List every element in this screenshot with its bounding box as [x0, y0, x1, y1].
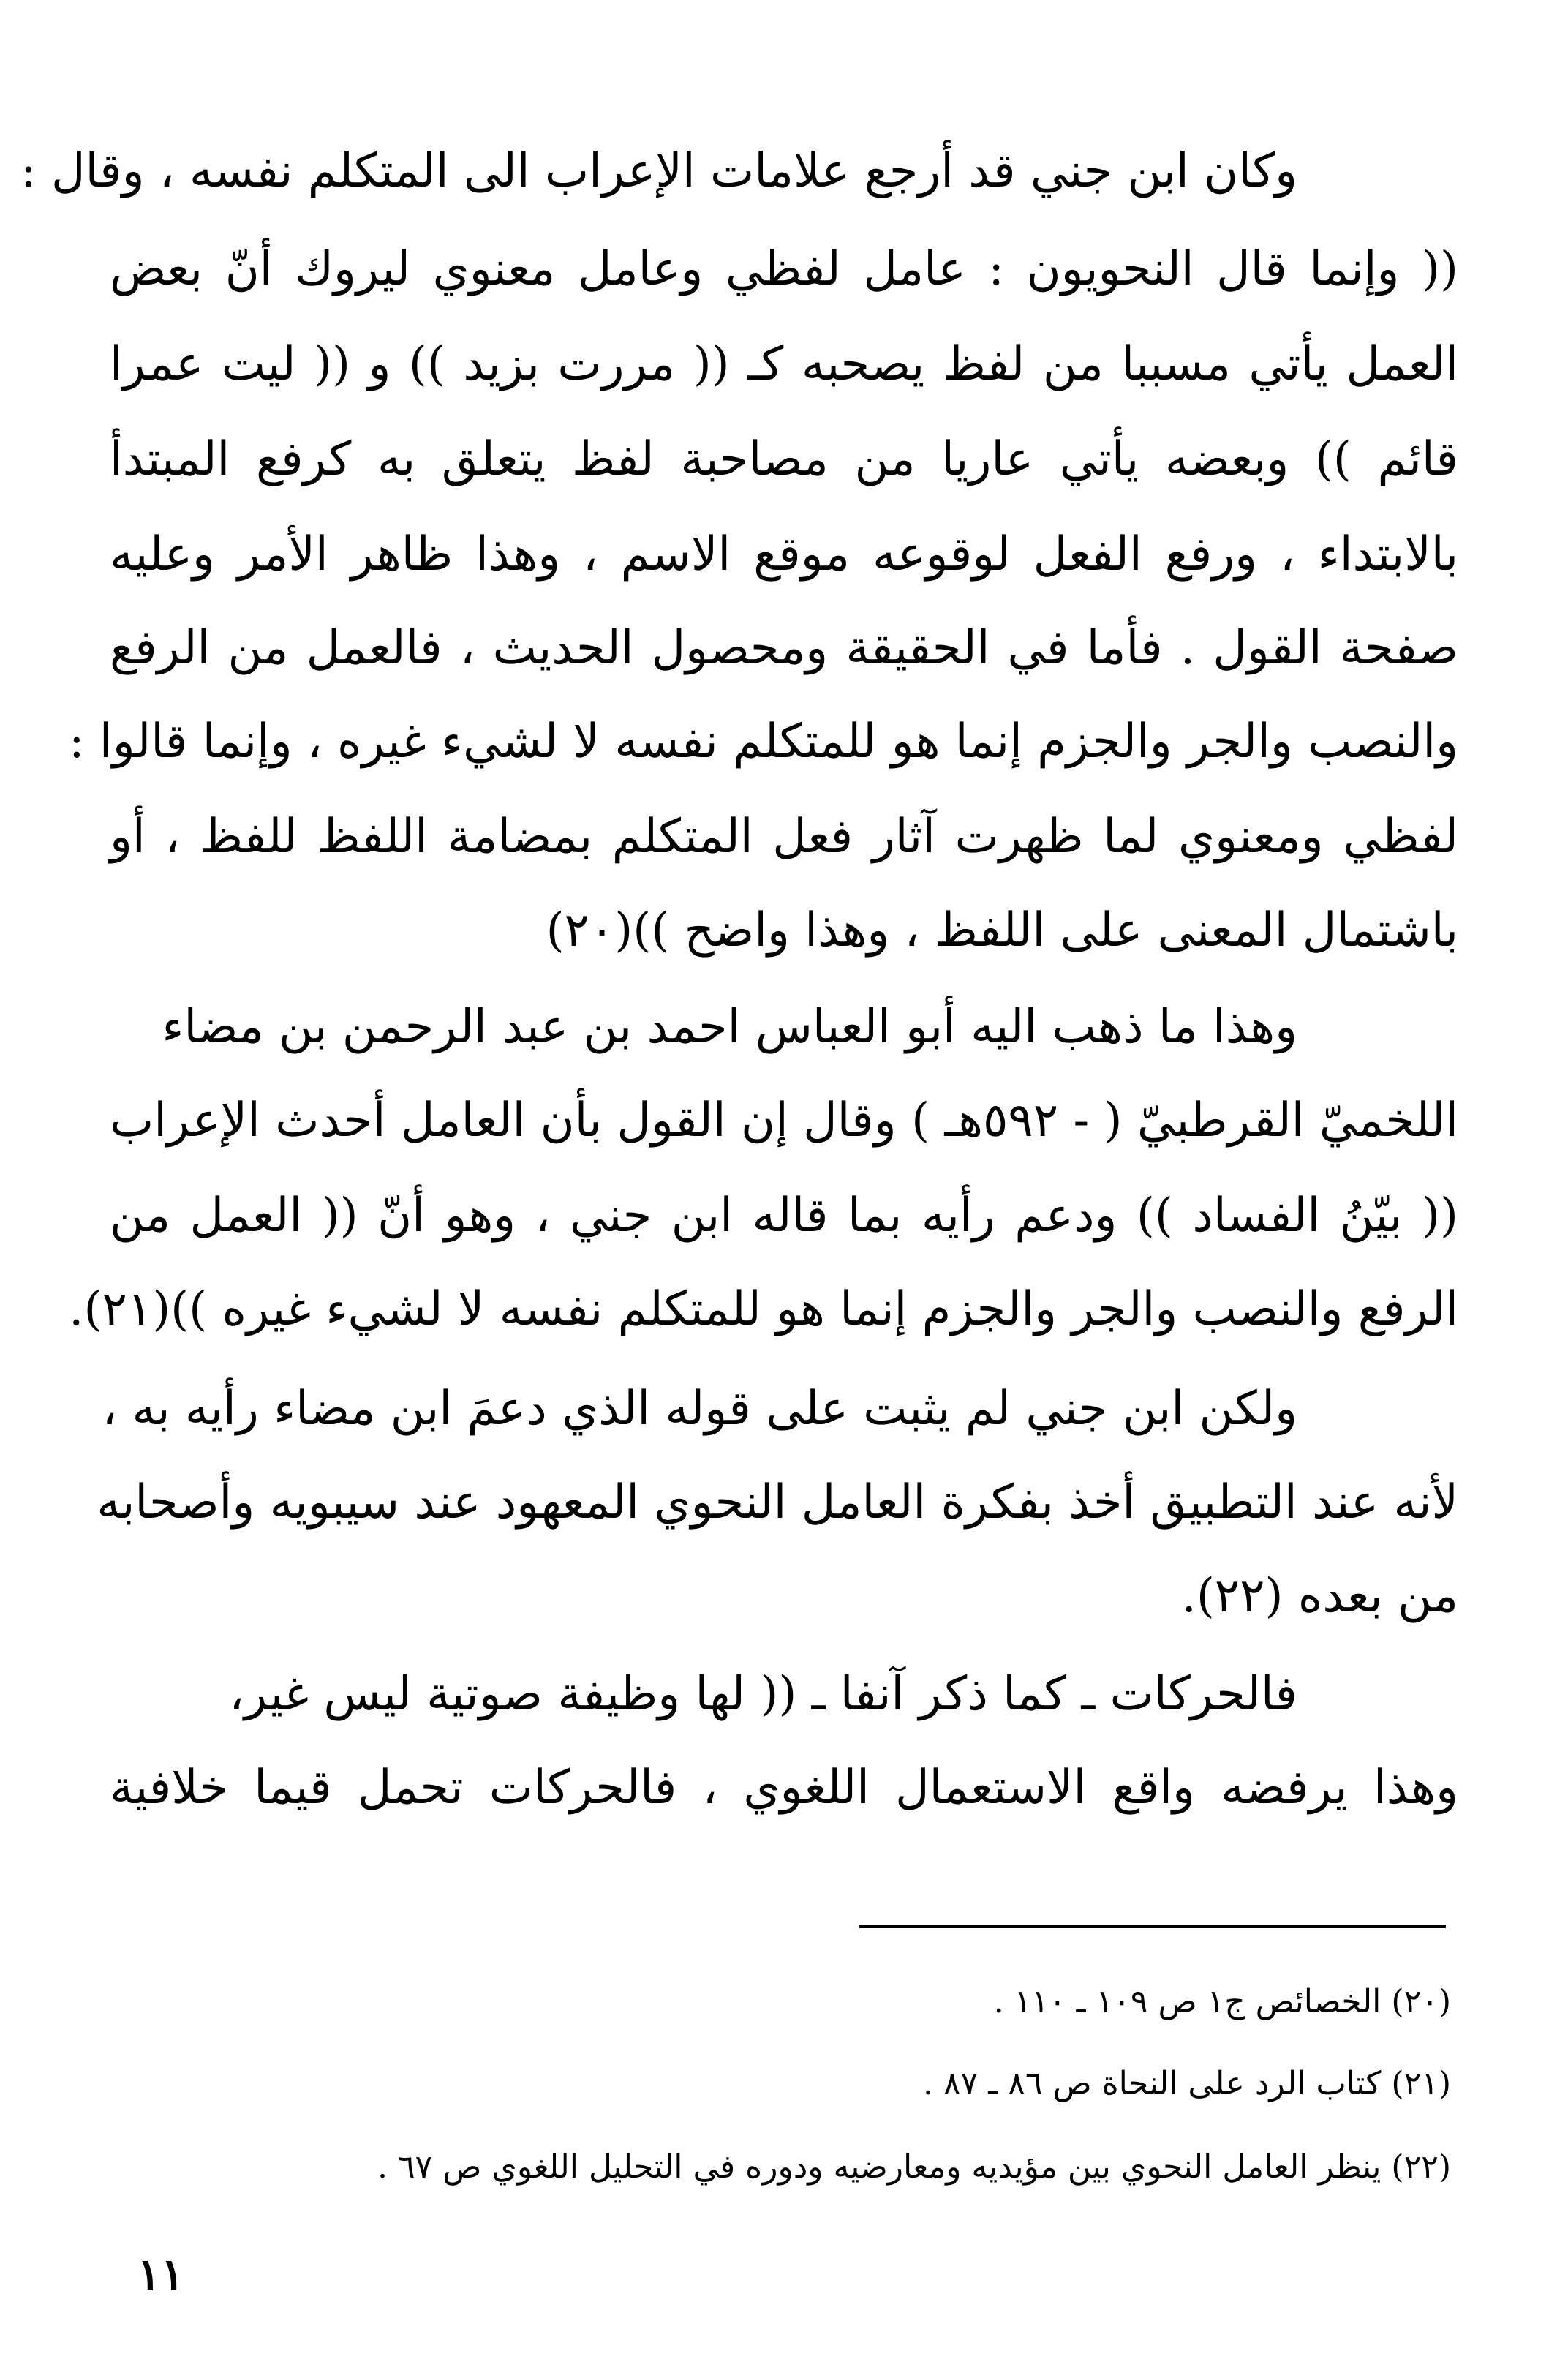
- footnote-22: (٢٢) ينظر العامل النحوي بين مؤيديه ومعارضيه ودوره في التحليل اللغوي ص ٦٧ .: [377, 2148, 1451, 2186]
- body-line-14: ولكن ابن جني لم يثبت على قوله الذي دعمَ ابن مضاء رأيه به ،: [102, 1382, 1297, 1436]
- footnote-21: (٢١) كتاب الرد على النحاة ص ٨٦ ـ ٨٧ .: [923, 2065, 1451, 2102]
- body-line-8: لفظي ومعنوي لما ظهرت آثار فعل المتكلم بمضامة اللفظ للفظ ، أو: [110, 810, 1458, 864]
- body-line-6: صفحة القول . فأما في الحقيقة ومحصول الحديث ، فالعمل من الرفع: [110, 621, 1458, 675]
- body-line-2: (( وإنما قال النحويون : عامل لفظي وعامل معنوي ليروك أنّ بعض: [110, 242, 1458, 296]
- body-line-12: (( بيّنُ الفساد )) ودعم رأيه بما قاله ابن جني ، وهو أنّ (( العمل من: [110, 1189, 1458, 1243]
- body-line-16: من بعده (٢٢).: [1181, 1569, 1458, 1623]
- footnote-20: (٢٠) الخصائص ج١ ص ١٠٩ ـ ١١٠ .: [993, 1983, 1451, 2020]
- body-line-7: والنصب والجر والجزم إنما هو للمتكلم نفسه لا لشيء غيره ، وإنما قالوا :: [69, 715, 1458, 769]
- body-line-17: فالحركات ـ كما ذكر آنفا ـ (( لها وظيفة صوتية ليس غير،: [229, 1667, 1297, 1721]
- body-line-1: وكان ابن جني قد أرجع علامات الإعراب الى المتكلم نفسه ، وقال :: [20, 144, 1297, 198]
- body-line-5: بالابتداء ، ورفع الفعل لوقوعه موقع الاسم ، وهذا ظاهر الأمر وعليه: [110, 527, 1459, 582]
- body-line-15: لأنه عند التطبيق أخذ بفكرة العامل النحوي المعهود عند سيبويه وأصحابه: [97, 1475, 1458, 1530]
- body-line-10: وهذا ما ذهب اليه أبو العباس احمد بن عبد الرحمن بن مضاء: [162, 1000, 1297, 1054]
- body-line-18: وهذا يرفضه واقع الاستعمال اللغوي ، فالحركات تحمل قيما خلافية: [110, 1761, 1458, 1815]
- body-line-4: قائم )) وبعضه يأتي عاريا من مصاحبة لفظ يتعلق به كرفع المبتدأ: [110, 432, 1458, 486]
- footnote-separator: [859, 1925, 1446, 1928]
- body-line-11: اللخميّ القرطبيّ ( - ٥٩٢هـ ) وقال إن القول بأن العامل أحدث الإعراب: [110, 1094, 1459, 1148]
- body-line-3: العمل يأتي مسببا من لفظ يصحبه كـ (( مررت بزيد )) و (( ليت عمرا: [110, 337, 1458, 391]
- body-line-9: باشتمال المعنى على اللفظ ، وهذا واضح ))(٢٠): [546, 903, 1458, 958]
- page-number: ١١: [137, 2249, 184, 2301]
- body-line-13: الرفع والنصب والجر والجزم إنما هو للمتكلم نفسه لا لشيء غيره ))(٢١).: [69, 1282, 1458, 1336]
